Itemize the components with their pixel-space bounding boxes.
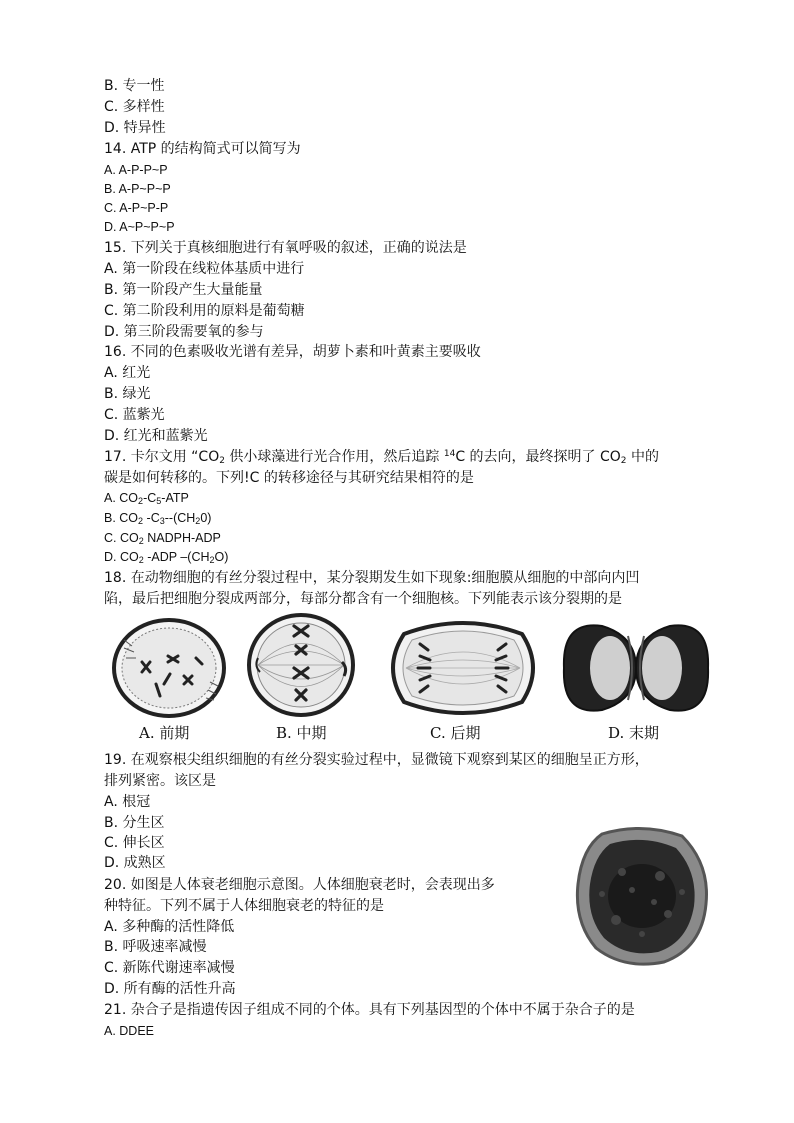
- q17-option-a: A. $CO_2-C_5$-ATP: [104, 491, 189, 506]
- q20-option-b: B. 呼吸速率减慢: [104, 939, 207, 955]
- q19-stem-line2: 排列紧密。该区是: [104, 773, 216, 789]
- q16-option-a: A. 红光: [104, 365, 151, 381]
- aging-cell-figure: [572, 824, 712, 968]
- q21-stem: 21. 杂合子是指遗传因子组成不同的个体。具有下列基因型的个体中不属于杂合子的是: [104, 1002, 635, 1018]
- q17-stem-line2: 碳是如何转移的。下列!C 的转移途径与其研究结果相符的是: [104, 470, 474, 486]
- q21-option-a: A. DDEE: [104, 1024, 155, 1038]
- q20-stem-line2: 种特征。下列不属于人体细胞衰老的特征的是: [104, 898, 384, 914]
- q19-option-c: C. 伸长区: [104, 835, 165, 851]
- q14-option-c: C. A-P~P-P: [104, 201, 169, 215]
- q16-option-b: B. 绿光: [104, 386, 151, 402]
- q17-option-b: B. $CO_2$ $-C_3--(CH_20)$: [104, 511, 212, 526]
- q15-stem: 15. 下列关于真核细胞进行有氧呼吸的叙述，正确的说法是: [104, 240, 467, 256]
- q17-option-c: C. $CO_2$ NADPH-ADP: [104, 531, 221, 546]
- q19-option-b: B. 分生区: [104, 815, 165, 831]
- figure-caption-b: B. 中期: [276, 724, 327, 742]
- q20-stem-line1: 20. 如图是人体衰老细胞示意图。人体细胞衰老时，会表现出多: [104, 877, 495, 893]
- q18-stem-line2: 陷，最后把细胞分裂成两部分，每部分都含有一个细胞核。下列能表示该分裂期的是: [104, 591, 622, 607]
- q16-option-d: D. 红光和蓝紫光: [104, 428, 208, 444]
- prophase-cell-figure: [112, 618, 226, 718]
- q19-option-d: D. 成熟区: [104, 855, 166, 871]
- q15-option-c: C. 第二阶段利用的原料是葡萄糖: [104, 303, 305, 319]
- q15-option-b: B. 第一阶段产生大量能量: [104, 282, 263, 298]
- q16-option-c: C. 蓝紫光: [104, 407, 165, 423]
- metaphase-cell-figure: [246, 612, 356, 718]
- figure-caption-a: A. 前期: [139, 724, 190, 742]
- q20-option-a: A. 多种酶的活性降低: [104, 919, 235, 935]
- q18-stem-line1: 18. 在动物细胞的有丝分裂过程中，某分裂期发生如下现象:细胞膜从细胞的中部向内凹: [104, 570, 640, 586]
- q13-option-d: D. 特异性: [104, 120, 166, 136]
- q20-option-d: D. 所有酶的活性升高: [104, 981, 236, 997]
- q20-option-c: C. 新陈代谢速率减慢: [104, 960, 235, 976]
- q17-stem-line1: 17. 卡尔文用 “$CO_2$ 供小球藻进行光合作用，然后追踪 $^{14}$C 的去向，最终探明了 $CO_2$ 中的: [104, 449, 659, 466]
- figure-caption-c: C. 后期: [430, 724, 481, 742]
- q13-option-c: C. 多样性: [104, 99, 165, 115]
- q15-option-a: A. 第一阶段在线粒体基质中进行: [104, 261, 305, 277]
- q14-option-a: A. A-P-P~P: [104, 163, 168, 177]
- q14-stem: 14. ATP 的结构简式可以简写为: [104, 141, 301, 157]
- q14-option-d: D. A~P~P~P: [104, 220, 175, 234]
- q17-option-d: D. $CO_2$ -ADP $-(CH_2O)$: [104, 550, 229, 565]
- q15-option-d: D. 第三阶段需要氧的参与: [104, 324, 264, 340]
- q14-option-b: B. A-P~P~P: [104, 182, 171, 196]
- anaphase-cell-figure: [384, 616, 542, 720]
- q16-stem: 16. 不同的色素吸收光谱有差异，胡萝卜素和叶黄素主要吸收: [104, 344, 481, 360]
- q19-stem-line1: 19. 在观察根尖组织细胞的有丝分裂实验过程中，显微镜下观察到某区的细胞呈正方形，: [104, 752, 649, 768]
- q19-option-a: A. 根冠: [104, 794, 151, 810]
- telophase-cell-figure: [562, 622, 710, 714]
- q13-option-b: B. 专一性: [104, 78, 165, 94]
- figure-caption-d: D. 末期: [608, 724, 660, 742]
